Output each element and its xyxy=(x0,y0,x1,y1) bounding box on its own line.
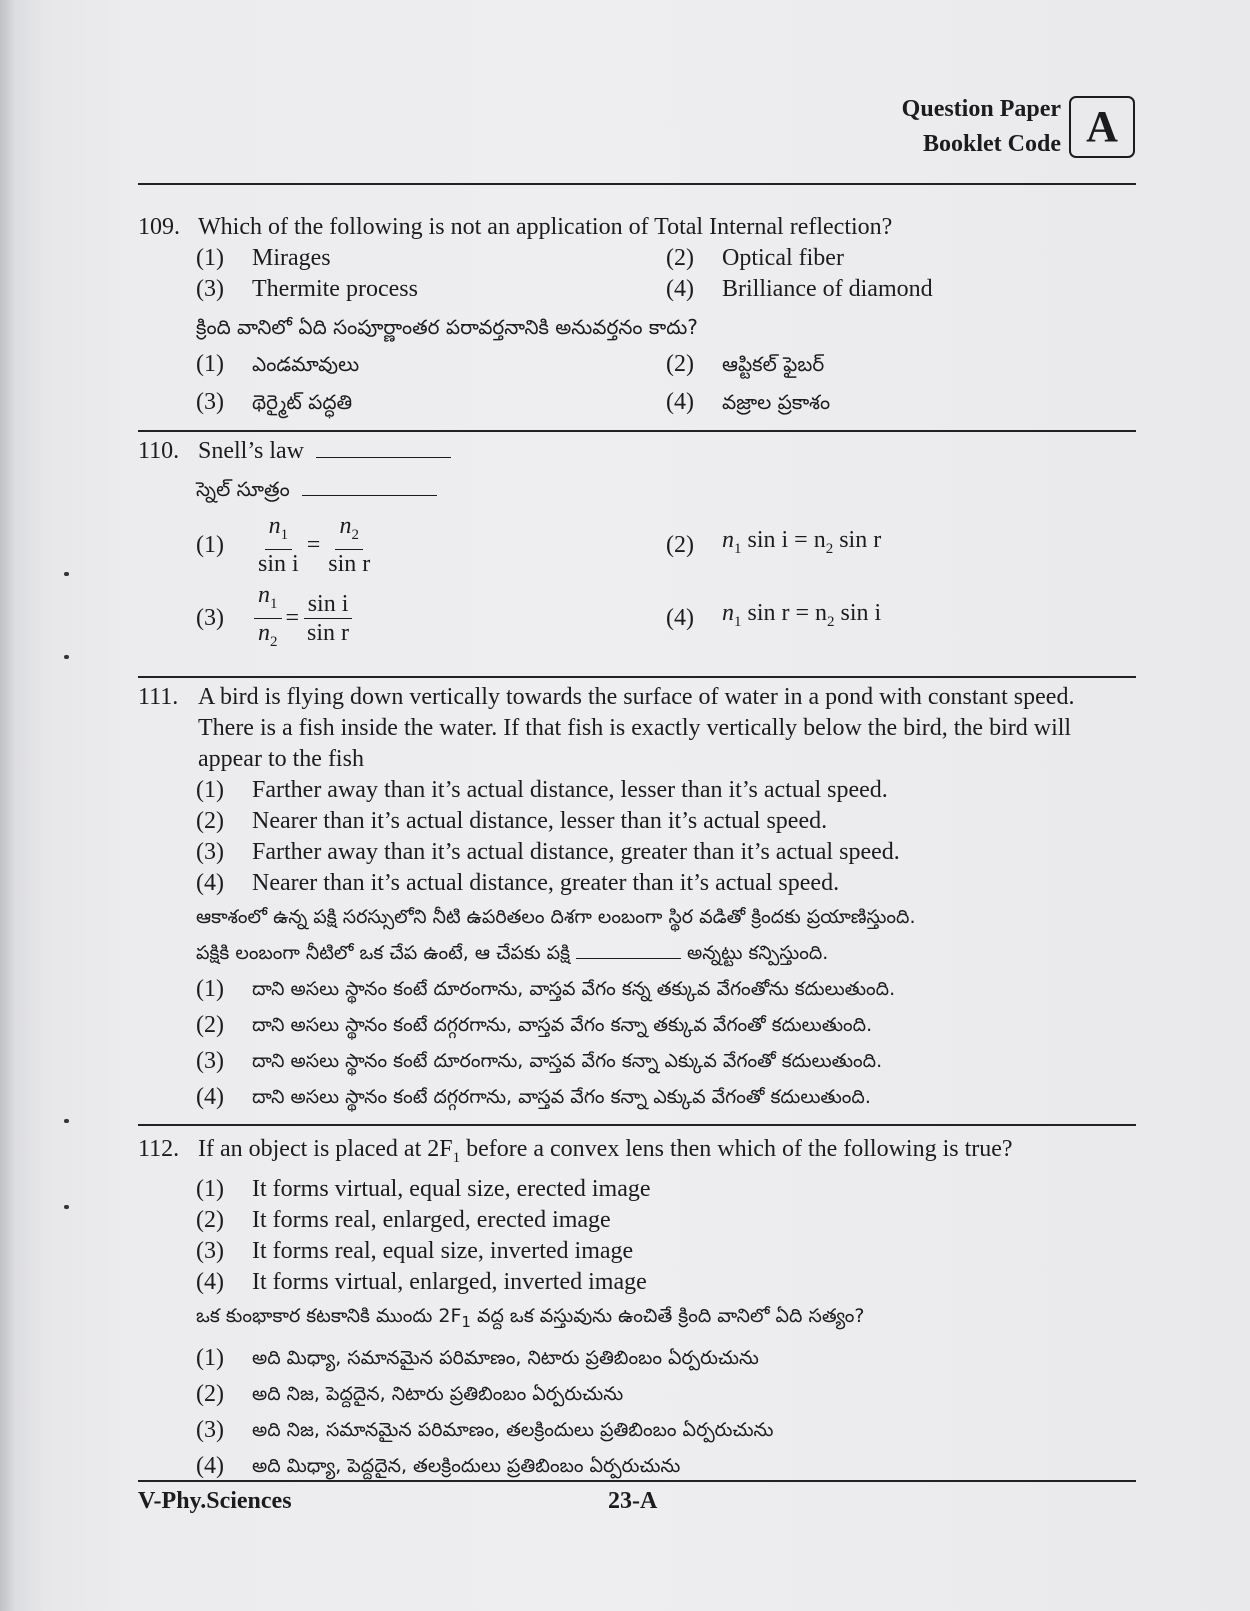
question-text-te: వద్ద ఒక వస్తువును ఉంచితే క్రింది వానిలో ఏది సత్యం? xyxy=(470,1304,865,1327)
option xyxy=(666,345,1136,383)
option xyxy=(196,971,1136,1007)
option-number: (1) xyxy=(196,976,224,1002)
options-en xyxy=(196,243,1136,305)
question-number: 109. xyxy=(138,214,180,240)
option xyxy=(196,868,1136,899)
header-line-1: Question Paper xyxy=(901,96,1061,122)
question-number: 111. xyxy=(138,684,179,710)
option-number: (4) xyxy=(196,1084,224,1110)
option xyxy=(196,345,666,383)
option xyxy=(196,1205,1136,1236)
question-111 xyxy=(138,682,1136,1115)
option xyxy=(196,775,1136,806)
math-subscript: 1 xyxy=(280,526,289,543)
speck-mark xyxy=(64,572,69,576)
option-number: (1) xyxy=(196,351,224,377)
option-number: (4) xyxy=(196,870,224,896)
math-symbol: n xyxy=(339,513,352,540)
option-number: (3) xyxy=(196,604,224,631)
math-text: sin r xyxy=(328,550,371,577)
option-text: Mirages xyxy=(252,245,331,271)
math-text: sin i xyxy=(258,550,299,577)
equals-sign: = xyxy=(306,531,321,558)
option-number: (3) xyxy=(196,839,224,865)
page-number: 23-A xyxy=(608,1488,658,1514)
math-text: sin r xyxy=(307,619,350,646)
answer-blank xyxy=(316,437,451,458)
option-text: It forms real, equal size, inverted image xyxy=(252,1237,634,1264)
question-text-te: పక్షికి లంబంగా నీటిలో ఒక చేప ఉంటే, ఆ చేపకు పక్షి xyxy=(196,942,570,964)
question-text-te: ఆకాశంలో ఉన్న పక్షి సరస్సులోని నీటి ఉపరితలం దిశగా లంబంగా స్థిర వడితో క్రిందకు ప్రయాణిస్తుంది. xyxy=(196,906,916,928)
option-text: అది మిధ్యా, పెద్దదైన, తలక్రిందులు ప్రతిబింబం ఏర్పరుచును xyxy=(252,1454,681,1477)
math-text: sin i xyxy=(834,600,882,627)
option-text: It forms virtual, enlarged, inverted image xyxy=(252,1268,647,1295)
question-109 xyxy=(138,212,1136,421)
math-subscript: 2 xyxy=(270,633,278,650)
question-text-en: appear to the fish xyxy=(198,746,364,772)
question-text-te: క్రింది వానిలో ఏది సంపూర్ణాంతర పరావర్తనానికి అనువర్తనం కాదు? xyxy=(196,315,698,339)
option xyxy=(196,1448,1136,1484)
option-text: వజ్రాల ప్రకాశం xyxy=(722,390,831,414)
option xyxy=(196,577,666,659)
question-number: 112. xyxy=(138,1136,180,1162)
math-subscript: 2 xyxy=(827,613,835,630)
option-text: అది నిజ, సమానమైన పరిమాణం, తలక్రిందులు ప్రతిబింబం ఏర్పరుచును xyxy=(252,1418,774,1441)
option-number: (2) xyxy=(196,1206,224,1233)
options-te xyxy=(196,345,1136,421)
option-text: Farther away than it’s actual distance, lesser than it’s actual speed. xyxy=(252,777,888,803)
options-en xyxy=(138,775,1136,899)
option-text: ఆప్టికల్ ఫైబర్ xyxy=(722,352,825,376)
option xyxy=(666,513,1136,577)
option-text: It forms real, enlarged, erected image xyxy=(252,1206,611,1233)
question-text-en: A bird is flying down vertically towards the surface of water in a pond with constant speed. xyxy=(198,684,1075,710)
math-symbol: n xyxy=(268,513,281,540)
options-en xyxy=(138,1174,1136,1298)
math-subscript: 2 xyxy=(825,540,834,557)
option-text: Optical fiber xyxy=(722,245,844,271)
fraction xyxy=(254,512,303,578)
option-text: Thermite process xyxy=(252,276,418,302)
question-number: 110. xyxy=(138,438,180,464)
option-number: (4) xyxy=(196,1452,224,1479)
speck-mark xyxy=(64,1119,69,1123)
option-number: (4) xyxy=(666,276,694,302)
option-number: (3) xyxy=(196,1237,224,1264)
speck-mark xyxy=(64,1205,69,1209)
option xyxy=(196,1007,1136,1043)
math-text: sin i = n xyxy=(741,527,826,554)
math-text: sin r = n xyxy=(741,600,828,627)
option-number: (4) xyxy=(196,1268,224,1295)
option-number: (4) xyxy=(666,604,694,631)
option-number: (2) xyxy=(196,1380,224,1407)
option-number: (3) xyxy=(196,1048,224,1074)
option-text: దాని అసలు స్థానం కంటే దగ్గరగాను, వాస్తవ వేగం కన్నా తక్కువ వేగంతో కదులుతుంది. xyxy=(252,1014,873,1036)
math-symbol: n xyxy=(722,527,734,554)
options-math xyxy=(196,513,1136,659)
option-number: (1) xyxy=(196,245,224,271)
option xyxy=(196,243,666,274)
math-subscript: 1 xyxy=(452,1149,461,1166)
answer-blank xyxy=(302,475,437,496)
option xyxy=(196,274,666,305)
question-text-te-line xyxy=(196,935,1136,971)
option-text: ఎండమావులు xyxy=(252,352,360,376)
fraction xyxy=(303,590,353,647)
question-text-en: Snell’s law xyxy=(198,438,304,464)
header-line-2: Booklet Code xyxy=(923,131,1061,157)
option xyxy=(196,513,666,577)
math-symbol: n xyxy=(258,581,270,608)
option-number: (2) xyxy=(666,245,694,271)
option-text: దాని అసలు స్థానం కంటే దూరంగాను, వాస్తవ వేగం కన్న తక్కువ వేగంతోను కదులుతుంది. xyxy=(252,978,896,1000)
option-number: (4) xyxy=(666,389,694,415)
option xyxy=(666,274,1136,305)
math-subscript: 2 xyxy=(351,526,359,543)
booklet-code-box: A xyxy=(1069,96,1135,158)
option xyxy=(196,1376,1136,1412)
option xyxy=(196,1340,1136,1376)
option xyxy=(666,383,1136,421)
math-symbol: n xyxy=(722,600,734,627)
option-number: (3) xyxy=(196,276,224,302)
options-te xyxy=(138,1340,1136,1484)
divider xyxy=(138,1480,1136,1482)
equals-sign: = xyxy=(285,604,300,631)
scan-edge xyxy=(0,0,14,1611)
option-number: (2) xyxy=(666,351,694,377)
option-text: అది మిధ్యా, సమానమైన పరిమాణం, నిటారు ప్రతిబింబం ఏర్పరుచును xyxy=(252,1346,759,1369)
math-text: sin i xyxy=(304,590,353,619)
question-text-en: There is a fish inside the water. If that fish is exactly vertically below the bird, the bird will xyxy=(198,715,1072,741)
option-number: (1) xyxy=(196,777,224,803)
question-text-te: అన్నట్టు కన్పిస్తుంది. xyxy=(687,942,829,964)
math-symbol: n xyxy=(258,619,270,646)
option-number: (1) xyxy=(196,1344,224,1371)
question-text-te-line xyxy=(196,1298,1136,1340)
option-number: (2) xyxy=(196,808,224,834)
divider xyxy=(138,430,1136,432)
option xyxy=(196,383,666,421)
speck-mark xyxy=(64,655,69,659)
question-text-te: స్నెల్ సూత్రం xyxy=(196,477,290,501)
header-label xyxy=(902,92,1061,162)
option xyxy=(196,837,1136,868)
subject-label: V-Phy.Sciences xyxy=(138,1488,292,1514)
options-te xyxy=(138,971,1136,1115)
option-text: అది నిజ, పెద్దదైన, నిటారు ప్రతిబింబం ఏర్పరుచును xyxy=(252,1382,624,1405)
option-text: Nearer than it’s actual distance, greater than it’s actual speed. xyxy=(252,870,840,896)
option-number: (2) xyxy=(666,531,694,558)
option xyxy=(196,1043,1136,1079)
option-text: థెర్మైట్ పద్ధతి xyxy=(252,390,353,414)
question-112 xyxy=(138,1134,1136,1484)
question-text-te: ఒక కుంభాకార కటకానికి ముందు 2F xyxy=(196,1304,462,1327)
question-text-en: before a convex lens then which of the following is true? xyxy=(460,1136,1013,1162)
option xyxy=(196,1174,1136,1205)
divider xyxy=(138,183,1136,185)
option-number: (1) xyxy=(196,531,224,558)
math-text: sin r xyxy=(833,527,882,554)
option xyxy=(666,243,1136,274)
option xyxy=(196,1079,1136,1115)
option-text: Brilliance of diamond xyxy=(722,276,933,302)
option xyxy=(666,577,1136,659)
option-number: (3) xyxy=(196,389,224,415)
option-text: Nearer than it’s actual distance, lesser than it’s actual speed. xyxy=(252,808,828,834)
option-number: (3) xyxy=(196,1416,224,1443)
fraction xyxy=(324,512,374,578)
math-subscript: 1 xyxy=(270,595,278,612)
option xyxy=(196,1236,1136,1267)
option-text: Farther away than it’s actual distance, greater than it’s actual speed. xyxy=(252,839,900,865)
math-subscript: 1 xyxy=(734,613,742,630)
math-subscript: 1 xyxy=(734,540,742,557)
option-number: (2) xyxy=(196,1012,224,1038)
option xyxy=(196,1267,1136,1298)
option-text: It forms virtual, equal size, erected image xyxy=(252,1175,651,1202)
divider xyxy=(138,676,1136,678)
question-text-en: If an object is placed at 2F xyxy=(198,1136,453,1162)
option-text: దాని అసలు స్థానం కంటే దూరంగాను, వాస్తవ వేగం కన్నా ఎక్కువ వేగంతో కదులుతుంది. xyxy=(252,1050,883,1072)
question-110 xyxy=(138,436,1136,659)
fraction xyxy=(254,581,282,656)
answer-blank xyxy=(576,938,681,959)
option xyxy=(196,806,1136,837)
divider xyxy=(138,1124,1136,1126)
booklet-code-header xyxy=(902,92,1135,162)
option-number: (1) xyxy=(196,1175,224,1202)
option-text: దాని అసలు స్థానం కంటే దగ్గరగాను, వాస్తవ వేగం కన్నా ఎక్కువ వేగంతో కదులుతుంది. xyxy=(252,1086,871,1108)
question-text-en: Which of the following is not an application of Total Internal reflection? xyxy=(198,214,893,240)
option xyxy=(196,1412,1136,1448)
math-subscript: 1 xyxy=(461,1312,471,1331)
